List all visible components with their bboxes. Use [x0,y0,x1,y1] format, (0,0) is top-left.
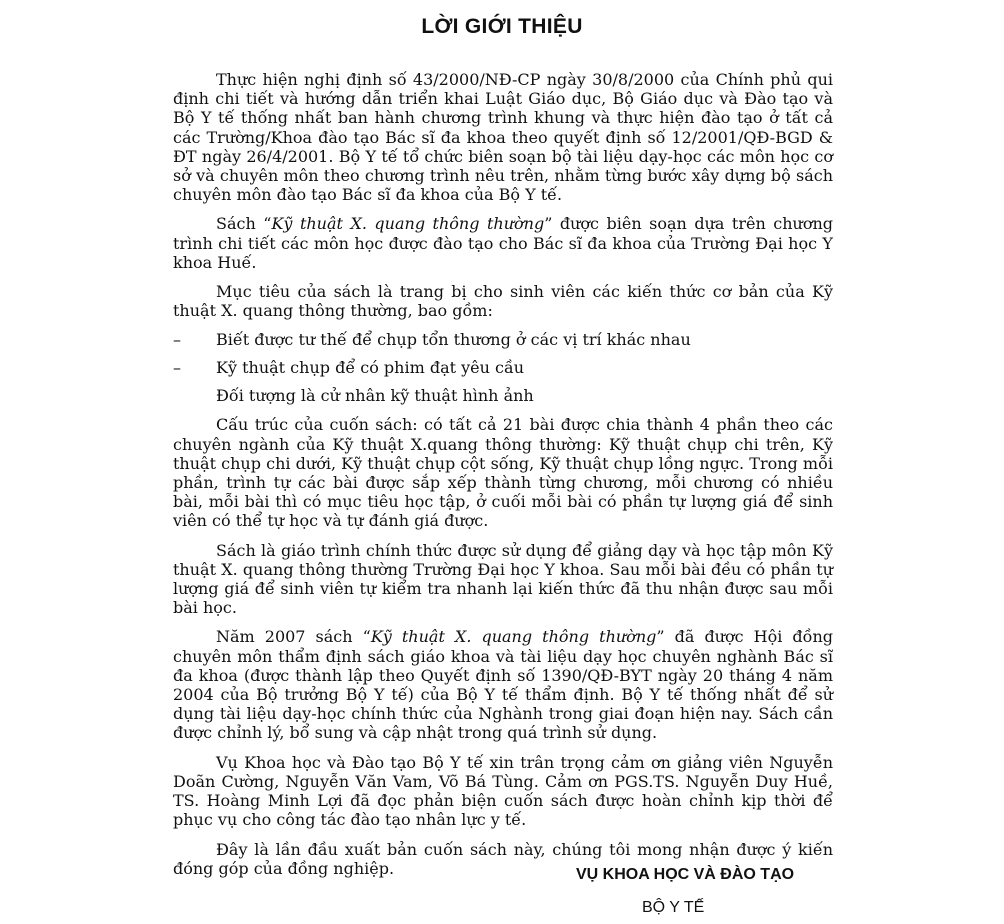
text-fragment: Năm 2007 sách “ [216,627,371,647]
paragraph-intro: Thực hiện nghị định số 43/2000/NĐ-CP ngày 30/8/2000 của Chính phủ qui định chi tiết và hướng dẫn triển khai Luật Giáo dục, Bộ Giáo dục và Đào tạo và Bộ Y tế thống nhất ban hành chương trình khung và thực hiện đào tạo ở tất cả các Trường/Khoa đào tạo Bác sĩ đa khoa theo quyết định số 12/2001/QĐ-BGD & ĐT ngày 26/4/2001. Bộ Y tế tổ chức biên soạn bộ tài liệu dạy-học các môn học cơ sở và chuyên môn theo chương trình nêu trên, nhằm từng bước xây dựng bộ sách chuyên môn đào tạo Bác sĩ đa khoa của Bộ Y tế. [173,70,833,205]
text-fragment: ” được biên soạn dựa trên chương trình chi tiết các môn học được đào tạo cho Bác sĩ đa khoa của Trường Đại học Y khoa Huế. [173,214,834,272]
signature-organization: BỘ Y TẾ [642,899,705,916]
paragraph-book-source [173,214,833,272]
list-item [173,358,833,378]
signature-department: VỤ KHOA HỌC VÀ ĐÀO TẠO [576,866,795,883]
page-title: LỜI GIỚI THIỆU [421,15,583,38]
document-body [173,70,833,888]
book-title: Kỹ thuật X. quang thông thường [271,214,545,234]
dash-bullet: – [173,358,181,378]
paragraph-acknowledgement: Vụ Khoa học và Đào tạo Bộ Y tế xin trân trọng cảm ơn giảng viên Nguyễn Doãn Cường, Nguyễn Văn Vam, Võ Bá Tùng. Cảm ơn PGS.TS. Nguyễn Duy Huề, TS. Hoàng Minh Lợi đã đọc phản biện cuốn sách được hoàn chỉnh kịp thời để phục vụ cho công tác đào tạo nhân lực y tế. [173,752,833,830]
paragraph-structure: Cấu trúc của cuốn sách: có tất cả 21 bài được chia thành 4 phần theo các chuyên ngành của Kỹ thuật X.quang thông thường: Kỹ thuật chụp chi trên, Kỹ thuật chụp chi dưới, Kỹ thuật chụp cột sống, Kỹ thuật chụp lồng ngực. Trong mỗi phần, trình tự các bài được sắp xếp thành từng chương, mỗi chương có nhiều bài, mỗi bài thì có mục tiêu học tập, ở cuối mỗi bài có phần tự lượng giá để sinh viên có thể tự học và tự đánh giá được. [173,415,833,531]
paragraph-audience: Đối tượng là cử nhân kỹ thuật hình ảnh [216,386,534,406]
dash-bullet: – [173,330,181,350]
list-item [173,330,833,350]
paragraph-closing: Đây là lần đầu xuất bản cuốn sách này, chúng tôi mong nhận được ý kiến đóng góp của đồng nghiệp. [173,839,833,878]
paragraph-usage: Sách là giáo trình chính thức được sử dụng để giảng dạy và học tập môn Kỹ thuật X. quang thông thường Trường Đại học Y khoa. Sau mỗi bài đều có phần tự lượng giá để sinh viên tự kiểm tra nhanh lại kiến thức đã thu nhận được sau mỗi bài học. [173,540,833,618]
paragraph-objectives: Mục tiêu của sách là trang bị cho sinh viên các kiến thức cơ bản của Kỹ thuật X. quang thông thường, bao gồm: [173,282,833,321]
list-item-text: Kỹ thuật chụp để có phim đạt yêu cầu [216,358,525,378]
paragraph-approval [173,627,833,742]
list-item-text: Biết được tư thế để chụp tổn thương ở các vị trí khác nhau [216,330,691,350]
text-fragment: ” đã được Hội đồng chuyên môn thẩm định sách giáo khoa và tài liệu dạy học chuyên nghành Bác sĩ đa khoa (được thành lập theo Quyết định số 1390/QĐ-BYT ngày 20 tháng 4 năm 2004 của Bộ trưởng Bộ Y tế) của Bộ Y tế thẩm định. Bộ Y tế thống nhất để sử dụng tài liệu dạy-học chính thức của Nghành trong giai đoạn hiện nay. Sách cần được chỉnh lý, bổ sung và cập nhật trong quá trình sử dụng. [173,627,834,743]
text-fragment: Sách “ [216,214,272,234]
book-title: Kỹ thuật X. quang thông thường [370,627,657,647]
